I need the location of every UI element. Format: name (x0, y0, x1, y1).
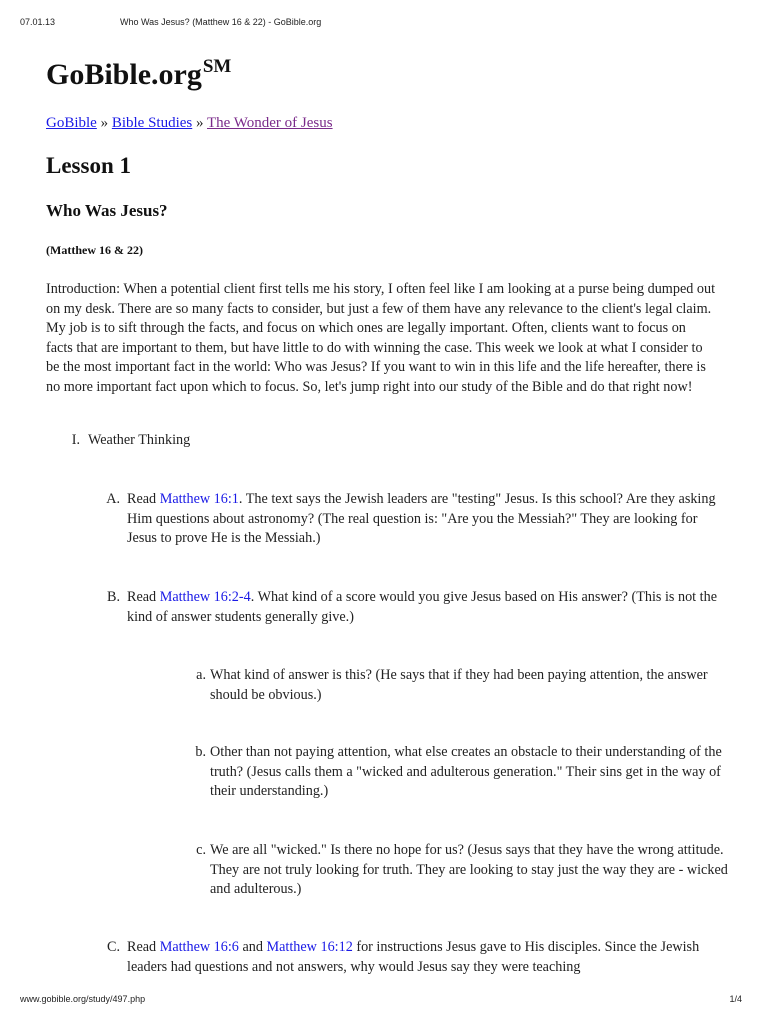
lesson-heading: Lesson 1 (46, 153, 131, 178)
scripture-reference: (Matthew 16 & 22) (46, 243, 143, 257)
breadcrumb-link-bible-studies[interactable]: Bible Studies (111, 115, 193, 131)
outline-subitem-text: What kind of answer is this? (He says that if they had been paying attention, the answer should be obvious.) (210, 667, 708, 703)
outline-subitem-text: Other than not paying attention, what else creates an obstacle to their understanding of the truth? (Jesus calls them a "wicked and adulterous generation." Their sins get in the way of their understanding.) (210, 744, 722, 799)
page-number: 1/4 (729, 994, 742, 1004)
outline-item-text: Read Matthew 16:1. The text says the Jewish leaders are "testing" Jesus. Is this school? Are they asking Him questions about astronomy? (The real question is: "Are you the Messiah?" They are looking for Jesus to prove He is the Messiah.) (127, 491, 716, 546)
site-logo[interactable] (46, 56, 231, 92)
breadcrumb-link-wonder-of-jesus[interactable]: The Wonder of Jesus (207, 115, 333, 131)
scripture-link-matthew-16-2-4[interactable]: Matthew 16:2-4 (159, 589, 251, 605)
outline-marker: b. (195, 744, 206, 760)
outline-marker: C. (106, 939, 120, 955)
outline-section-title: Weather Thinking (88, 432, 191, 448)
scripture-link-matthew-16-12[interactable]: Matthew 16:12 (266, 939, 353, 955)
breadcrumb (46, 115, 333, 132)
scripture-link-matthew-16-1[interactable]: Matthew 16:1 (159, 491, 239, 507)
outline-item-text: Read Matthew 16:2-4. What kind of a score would you give Jesus based on His answer? (This is not the kind of answer students generally give.) (127, 589, 717, 625)
site-name: GoBible.org (46, 58, 202, 91)
print-url: www.gobible.org/study/497.php (20, 994, 146, 1004)
outline-marker: A. (106, 491, 120, 507)
print-footer (20, 994, 742, 1006)
print-header (20, 17, 748, 29)
outline-marker: a. (196, 667, 206, 683)
outline-marker: I. (71, 432, 80, 448)
print-page-title: Who Was Jesus? (Matthew 16 & 22) - GoBible.org (120, 17, 322, 27)
study-title: Who Was Jesus? (46, 201, 168, 220)
outline-marker: c. (196, 842, 206, 858)
breadcrumb-separator: » (196, 115, 204, 131)
breadcrumb-link-gobible[interactable]: GoBible (46, 115, 97, 131)
scripture-link-matthew-16-6[interactable]: Matthew 16:6 (159, 939, 239, 955)
breadcrumb-separator: » (100, 115, 109, 131)
print-date: 07.01.13 (20, 17, 56, 27)
outline-marker: B. (106, 589, 120, 605)
outline-subitem-text: We are all "wicked." Is there no hope for us? (Jesus says that they have the wrong attitude. They are not truly looking for truth. They are looking to stay just the way they are - wicked and adulterous.) (210, 842, 728, 897)
introduction-paragraph: Introduction: When a potential client first tells me his story, I often feel like I am looking at a purse being dumped out on my desk. There are so many facts to consider, but just a few of them have any relevance to the client's legal claim. My job is to sift through the facts, and focus on which ones are legally important. Often, clients want to focus on facts that are important to them, but have little to do with winning the case. This week we look at what I consider to be the most important fact in the world: Who was Jesus? If you want to win in this life and the life hereafter, there is no more important fact upon which to focus. So, let's jump right into our study of the Bible and do that right now! (46, 281, 716, 395)
service-mark: SM (202, 56, 232, 77)
outline-item-text: Read Matthew 16:6 and Matthew 16:12 for instructions Jesus gave to His disciples. Since the Jewish leaders had questions and not answers, why would Jesus say they were teaching (127, 939, 700, 975)
